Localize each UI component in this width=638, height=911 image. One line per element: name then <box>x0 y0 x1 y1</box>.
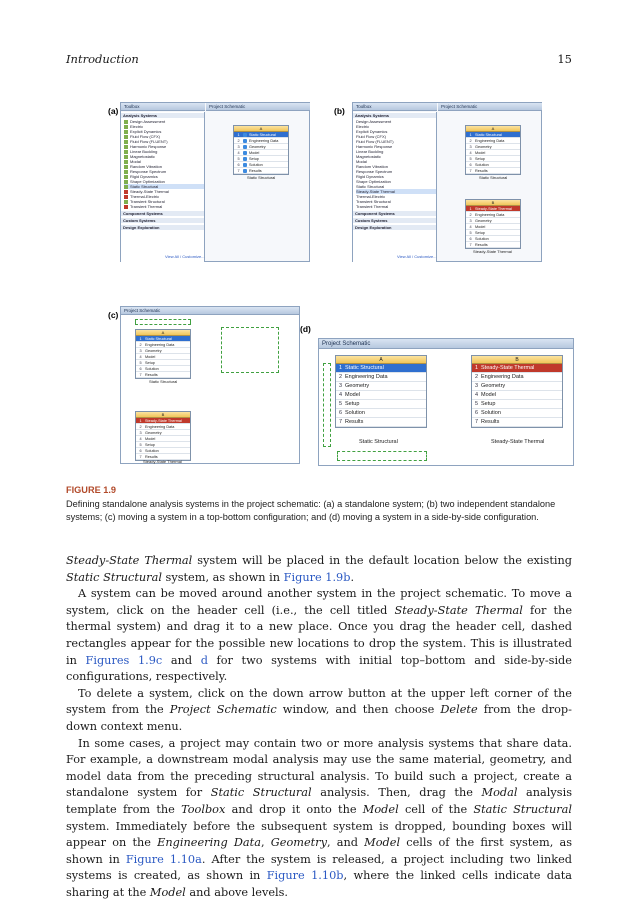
cell-engineering-data[interactable]: 2 Engineering Data <box>472 373 562 382</box>
toolbox-item[interactable]: Linear Buckling <box>124 149 157 154</box>
body-text <box>66 553 572 901</box>
toolbox-titlebar: Toolbox <box>353 103 437 111</box>
toolbox-item[interactable]: Static Structural <box>356 184 385 189</box>
structural-icon <box>243 133 247 137</box>
cell-results[interactable]: 7 Results <box>466 242 520 248</box>
cell-solution[interactable]: 6 Solution <box>336 409 426 418</box>
system-letter: A <box>136 330 190 336</box>
cell-results[interactable]: 7 Results <box>136 372 190 378</box>
toolbox-item[interactable]: Response Spectrum <box>356 169 393 174</box>
panel-label-d: (d) <box>300 324 311 334</box>
toolbox-item[interactable]: Magnetostatic <box>356 154 381 159</box>
cell-engineering-data[interactable]: 2 Engineering Data <box>466 138 520 144</box>
toolbox-item[interactable]: Transient Structural <box>356 199 391 204</box>
figure-link[interactable]: Figure 1.9b <box>283 570 351 584</box>
toolbox-item[interactable]: Design Assessment <box>356 119 392 124</box>
toolbox-list <box>353 112 437 262</box>
section-exploration[interactable]: Design Exploration <box>121 225 204 230</box>
paragraph: To delete a system, click on the down arrow button at the upper left corner of the system from the Project Schematic window, and then choose Delete from the drop-down context menu. <box>66 686 572 733</box>
view-all-link[interactable]: View All / Customize... <box>165 254 205 259</box>
toolbox-item[interactable]: Transient Structural <box>124 199 165 204</box>
panel-a-window <box>120 102 310 262</box>
cell-geometry[interactable]: 3 Geometry <box>136 430 190 436</box>
system-caption: Steady-State Thermal <box>473 249 512 254</box>
system-a[interactable] <box>233 125 289 175</box>
cell-solution[interactable]: 6 Solution <box>466 162 520 168</box>
cell-solution[interactable]: 6 Solution <box>136 366 190 372</box>
cell-geometry[interactable]: 3 Geometry <box>472 382 562 391</box>
schematic-titlebar: Project Schematic <box>319 339 573 349</box>
toolbox-item[interactable]: Shape Optimization <box>356 179 391 184</box>
figure-link[interactable]: Figures 1.9c <box>85 653 163 667</box>
system-caption: Static Structural <box>359 439 398 445</box>
system-caption: Steady-State Thermal <box>491 439 545 445</box>
toolbox-item[interactable]: Rigid Dynamics <box>356 174 384 179</box>
cell-engineering-data[interactable]: 2 Engineering Data <box>136 342 190 348</box>
drop-zone-bottom[interactable] <box>337 451 427 461</box>
panel-label-c: (c) <box>108 310 119 320</box>
toolbox-item[interactable]: Thermal-Electric <box>124 194 159 199</box>
toolbox-item[interactable]: Modal <box>356 159 367 164</box>
toolbox-item[interactable]: Explicit Dynamics <box>356 129 388 134</box>
solution-icon <box>243 163 247 167</box>
panel-d-window <box>318 338 574 466</box>
panel-label-b: (b) <box>334 106 345 116</box>
cell-model[interactable]: 4 Model <box>336 391 426 400</box>
toolbox-item[interactable]: Harmonic Response <box>356 144 393 149</box>
toolbox-item-selected[interactable]: Steady-State Thermal <box>356 189 436 194</box>
toolbox-item[interactable]: Modal <box>124 159 141 164</box>
chapter-title: Introduction <box>66 52 139 66</box>
drop-zone-top[interactable] <box>135 319 191 325</box>
schematic-titlebar: Project Schematic <box>121 307 299 315</box>
toolbox-item[interactable]: Shape Optimization <box>124 179 165 184</box>
system-a[interactable] <box>135 329 191 379</box>
cell-geometry[interactable]: 3 Geometry <box>136 348 190 354</box>
toolbox-item[interactable]: Electric <box>124 124 143 129</box>
panel-c-window <box>120 306 300 464</box>
toolbox-item[interactable]: Rigid Dynamics <box>124 174 158 179</box>
figure-number: FIGURE 1.9 <box>66 485 117 495</box>
cell-setup[interactable]: 5 Setup <box>136 360 190 366</box>
cell-model[interactable]: 4 Model <box>136 354 190 360</box>
cell-engineering-data[interactable]: 2 Engineering Data <box>234 138 288 144</box>
toolbox-item[interactable]: Electric <box>356 124 370 129</box>
system-letter: B <box>472 356 562 364</box>
system-header-cell[interactable]: 1 Static Structural <box>234 132 288 138</box>
cell-engineering-data[interactable]: 2 Engineering Data <box>336 373 426 382</box>
system-letter: A <box>466 126 520 132</box>
panel-label-a: (a) <box>108 106 119 116</box>
cell-results[interactable]: 7 Results <box>336 418 426 427</box>
toolbox-item[interactable]: Harmonic Response <box>124 144 166 149</box>
cell-setup[interactable]: 5 Setup <box>136 442 190 448</box>
system-b[interactable] <box>465 199 521 249</box>
caption-text: Defining standalone analysis systems in the project schematic: (a) a standalone system; (b) two independent standalone systems; (c) moving a system in a top-bottom configuration; and (d) moving a system in a side-by-side configuration. <box>66 499 556 522</box>
cell-results[interactable]: 7 Results <box>472 418 562 427</box>
toolbox-item-selected[interactable]: Static Structural <box>124 184 204 189</box>
system-caption: Static Structural <box>247 175 276 180</box>
cell-geometry[interactable]: 3 Geometry <box>336 382 426 391</box>
cell-setup[interactable]: 5 Setup <box>466 230 520 236</box>
data-icon <box>243 139 247 143</box>
cell-setup[interactable]: 5 Setup <box>234 156 288 162</box>
toolbox-item[interactable]: Fluid Flow (CFX) <box>124 134 160 139</box>
running-header <box>66 52 572 68</box>
section-analysis[interactable]: Analysis Systems <box>121 113 204 118</box>
cell-setup[interactable]: 5 Setup <box>472 400 562 409</box>
toolbox-item[interactable]: Explicit Dynamics <box>124 129 161 134</box>
cell-engineering-data[interactable]: 2 Engineering Data <box>136 424 190 430</box>
figure-link[interactable]: Figure 1.10a <box>125 852 202 866</box>
system-a[interactable] <box>335 355 427 428</box>
thermal-icon <box>124 205 128 209</box>
system-caption: Steady-State Thermal <box>143 459 182 464</box>
schematic-titlebar: Project Schematic <box>438 103 542 111</box>
toolbox-item[interactable]: Fluid Flow (FLUENT) <box>356 139 394 144</box>
setup-icon <box>243 157 247 161</box>
cell-geometry[interactable]: 3 Geometry <box>466 218 520 224</box>
cell-model[interactable]: 4 Model <box>136 436 190 442</box>
model-icon <box>243 151 247 155</box>
system-header-cell[interactable]: 1 Steady-State Thermal <box>472 364 562 373</box>
system-caption: Static Structural <box>149 379 178 384</box>
toolbox-item[interactable]: Thermal-Electric <box>356 194 386 199</box>
section-analysis[interactable]: Analysis Systems <box>353 113 436 118</box>
cell-solution[interactable]: 6 Solution <box>234 162 288 168</box>
toolbox-titlebar: Toolbox <box>121 103 205 111</box>
toolbox-list <box>121 112 205 262</box>
geometry-icon <box>243 145 247 149</box>
system-header-cell[interactable]: 1 Steady-State Thermal <box>466 206 520 212</box>
cell-results[interactable]: 7 Results <box>466 168 520 174</box>
system-a[interactable] <box>465 125 521 175</box>
toolbox-item[interactable]: Steady-State Thermal <box>124 189 169 194</box>
system-header-cell[interactable]: 1 Static Structural <box>466 132 520 138</box>
toolbox-item[interactable]: Design Assessment <box>124 119 165 124</box>
toolbox-item[interactable]: Transient Thermal <box>124 204 162 209</box>
cell-solution[interactable]: 6 Solution <box>466 236 520 242</box>
view-all-link[interactable]: View All / Customize... <box>397 254 437 259</box>
figure-1-9 <box>96 94 576 466</box>
cell-results[interactable]: 7 Results <box>234 168 288 174</box>
figure-link[interactable]: Figure 1.10b <box>266 869 344 883</box>
system-letter: A <box>234 126 288 132</box>
toolbox-item[interactable]: Response Spectrum <box>124 169 166 174</box>
toolbox-item[interactable]: Linear Buckling <box>356 149 384 154</box>
cell-model[interactable]: 4 Model <box>466 150 520 156</box>
section-component[interactable]: Component Systems <box>353 211 436 216</box>
cell-model[interactable]: 4 Model <box>234 150 288 156</box>
toolbox-item[interactable]: Fluid Flow (FLUENT) <box>124 139 168 144</box>
toolbox-item[interactable]: Fluid Flow (CFX) <box>356 134 387 139</box>
system-caption: Static Structural <box>479 175 508 180</box>
toolbox-item[interactable]: Magnetostatic <box>124 154 155 159</box>
section-exploration[interactable]: Design Exploration <box>353 225 436 230</box>
cell-solution[interactable]: 6 Solution <box>472 409 562 418</box>
section-custom[interactable]: Custom Systems <box>121 218 204 223</box>
cell-engineering-data[interactable]: 2 Engineering Data <box>466 212 520 218</box>
schematic-titlebar: Project Schematic <box>206 103 310 111</box>
cell-geometry[interactable]: 3 Geometry <box>234 144 288 150</box>
figure-link[interactable]: d <box>200 653 208 667</box>
paragraph: Steady-State Thermal system will be placed in the default location below the existing Static Structural system, as shown in Figure 1.9b. <box>66 554 573 584</box>
cell-setup[interactable]: 5 Setup <box>466 156 520 162</box>
figure-caption <box>66 484 572 524</box>
system-header-cell[interactable]: 1 Static Structural <box>336 364 426 373</box>
toolbox-item[interactable]: Transient Thermal <box>356 204 389 209</box>
toolbox-item[interactable]: Random Vibration <box>124 164 162 169</box>
cell-model[interactable]: 4 Model <box>472 391 562 400</box>
system-b[interactable] <box>135 411 191 461</box>
system-header-cell[interactable]: 1 Static Structural <box>136 336 190 342</box>
section-component[interactable]: Component Systems <box>121 211 204 216</box>
panel-b-window <box>352 102 542 262</box>
paragraph: In some cases, a project may contain two or more analysis systems that share data. For example, a downstream modal analysis may use the same material, geometry, and model data from the preceding structural analysis. To build such a project, create a standalone system for Static Structural analysis. Then, drag the Modal analysis template from the Toolbox and drop it onto the Model cell of the Static Structural system. Immediately before the subsequent system is dropped, bounding boxes will appear on the Engineering Data, Geometry, and Model cells of the first system, as shown in Figure 1.10a. After the system is released, a project including two linked systems is created, as shown in Figure 1.10b, where the linked cells indicate data sharing at the Model and above levels. <box>66 736 573 899</box>
system-header-cell[interactable]: 1 Steady-State Thermal <box>136 418 190 424</box>
section-custom[interactable]: Custom Systems <box>353 218 436 223</box>
cell-solution[interactable]: 6 Solution <box>136 448 190 454</box>
cell-model[interactable]: 4 Model <box>466 224 520 230</box>
cell-results[interactable]: 7 Results <box>136 454 190 460</box>
system-letter: B <box>136 412 190 418</box>
paragraph: A system can be moved around another system in the project schematic. To move a system, click on the header cell (i.e., the cell titled Steady-State Thermal for the thermal system) and drag it to a new place. Once you drag the header cell, dashed rectangles appear for the possible new locations to drop the system. This is illustrated in Figures 1.9c and d for two systems with initial top–bottom and side-by-side configurations, respectively. <box>66 587 572 684</box>
drop-zone-left[interactable] <box>323 363 331 447</box>
drop-zone-right[interactable] <box>221 327 279 373</box>
results-icon <box>243 169 247 173</box>
system-letter: A <box>336 356 426 364</box>
toolbox-item[interactable]: Random Vibration <box>356 164 388 169</box>
system-letter: B <box>466 200 520 206</box>
cell-geometry[interactable]: 3 Geometry <box>466 144 520 150</box>
system-b[interactable] <box>471 355 563 428</box>
cell-setup[interactable]: 5 Setup <box>336 400 426 409</box>
page-number: 15 <box>557 52 572 66</box>
